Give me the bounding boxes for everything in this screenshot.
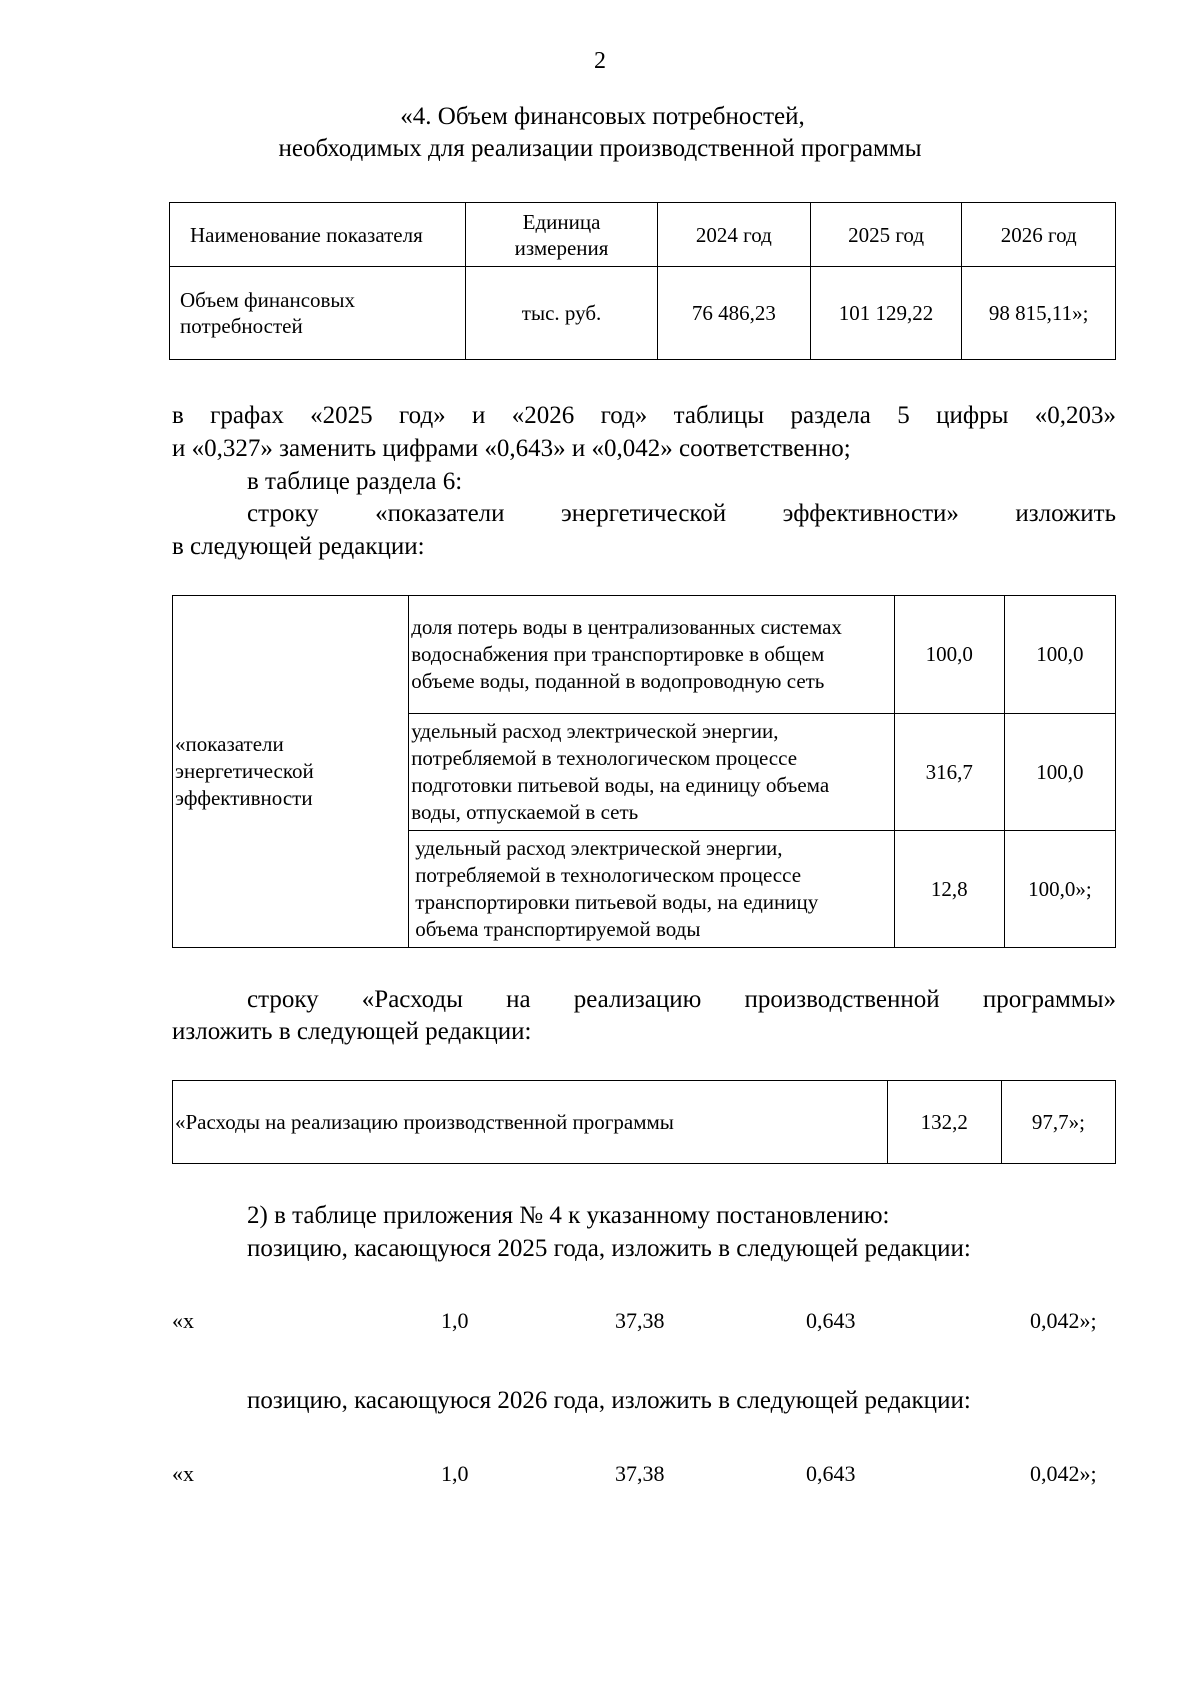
costs-row (173, 1081, 1116, 1164)
paragraph-appendix-4: 2) в таблице приложения № 4 к указанному постановлению: (247, 1202, 890, 1229)
energy-row-1 (173, 596, 1116, 714)
paragraph-position-2026: позицию, касающуюся 2026 года, изложить в следующей редакции: (247, 1387, 971, 1414)
costs-label: «Расходы на реализацию производственной программы (173, 1081, 888, 1164)
header-indicator-name: Наименование показателя (170, 203, 466, 267)
paragraph-position-2025: позицию, касающуюся 2025 года, изложить в следующей редакции: (247, 1235, 971, 1262)
energy-row-2-value-2026: 100,0 (1004, 714, 1115, 831)
page-number: 2 (594, 48, 606, 74)
paragraph-section-6-table: в таблице раздела 6: (247, 468, 463, 495)
position-row-2026 (0, 1461, 1200, 1491)
row-2025-col-5: 0,042»; (1030, 1308, 1097, 1333)
finance-table-header-row (170, 203, 1116, 267)
energy-row-3-value-2025: 12,8 (894, 831, 1004, 948)
cell-unit: тыс. руб. (466, 267, 658, 360)
cell-indicator-name: Объем финансовых потребностей (170, 267, 466, 360)
header-2024: 2024 год (657, 203, 810, 267)
row-2025-col-3: 37,38 (615, 1308, 665, 1333)
paragraph-costs-row-line-2: изложить в следующей редакции: (172, 1018, 532, 1045)
section-title-line-1: «4. Объем финансовых потребностей, (400, 103, 805, 130)
costs-value-2025: 132,2 (887, 1081, 1001, 1164)
energy-row-1-description: доля потерь воды в централизованных системах водоснабжения при транспортировке в общем объеме воды, поданной в водопроводную сеть (409, 596, 894, 714)
paragraph-costs-row-line-1: строку «Расходы на реализацию производственной программы» (247, 986, 1116, 1013)
section-title-line-2: необходимых для реализации производственной программы (278, 135, 922, 162)
header-2026: 2026 год (962, 203, 1116, 267)
paragraph-replace-digits-line-1: в графах «2025 год» и «2026 год» таблицы раздела 5 цифры «0,203» (172, 402, 1116, 429)
energy-row-3-description: удельный расход электрической энергии, потребляемой в технологическом процессе транспортировки питьевой воды, на единицу объема транспортируемой воды (409, 831, 894, 948)
row-2026-col-5: 0,042»; (1030, 1461, 1097, 1486)
paragraph-energy-row-line-1: строку «показатели энергетической эффективности» изложить (247, 500, 1116, 527)
row-2026-col-1: «х (172, 1461, 194, 1486)
energy-label: «показатели энергетической эффективности (173, 596, 409, 948)
cell-2026: 98 815,11»; (962, 267, 1116, 360)
header-2025: 2025 год (810, 203, 962, 267)
cell-2024: 76 486,23 (657, 267, 810, 360)
energy-row-1-value-2025: 100,0 (894, 596, 1004, 714)
costs-value-2026: 97,7»; (1001, 1081, 1115, 1164)
section-title (0, 101, 1200, 165)
row-2026-col-2: 1,0 (441, 1461, 469, 1486)
finance-table-row (170, 267, 1116, 360)
energy-efficiency-table (172, 595, 1116, 948)
energy-row-2-description: удельный расход электрической энергии, потребляемой в технологическом процессе подготовки питьевой воды, на единицу объема воды, отпускаемой в сеть (409, 714, 894, 831)
paragraph-energy-row-line-2: в следующей редакции: (172, 533, 425, 560)
row-2026-col-3: 37,38 (615, 1461, 665, 1486)
energy-row-2-value-2025: 316,7 (894, 714, 1004, 831)
energy-row-3-value-2026: 100,0»; (1004, 831, 1115, 948)
row-2025-col-4: 0,643 (806, 1308, 856, 1333)
energy-row-1-value-2026: 100,0 (1004, 596, 1115, 714)
paragraph-replace-digits-line-2: и «0,327» заменить цифрами «0,643» и «0,042» соответственно; (172, 435, 851, 462)
finance-table (169, 202, 1116, 360)
header-unit: Единица измерения (466, 203, 658, 267)
row-2025-col-1: «х (172, 1308, 194, 1333)
costs-table (172, 1080, 1116, 1164)
row-2026-col-4: 0,643 (806, 1461, 856, 1486)
position-row-2025 (0, 1308, 1200, 1338)
row-2025-col-2: 1,0 (441, 1308, 469, 1333)
cell-2025: 101 129,22 (810, 267, 962, 360)
